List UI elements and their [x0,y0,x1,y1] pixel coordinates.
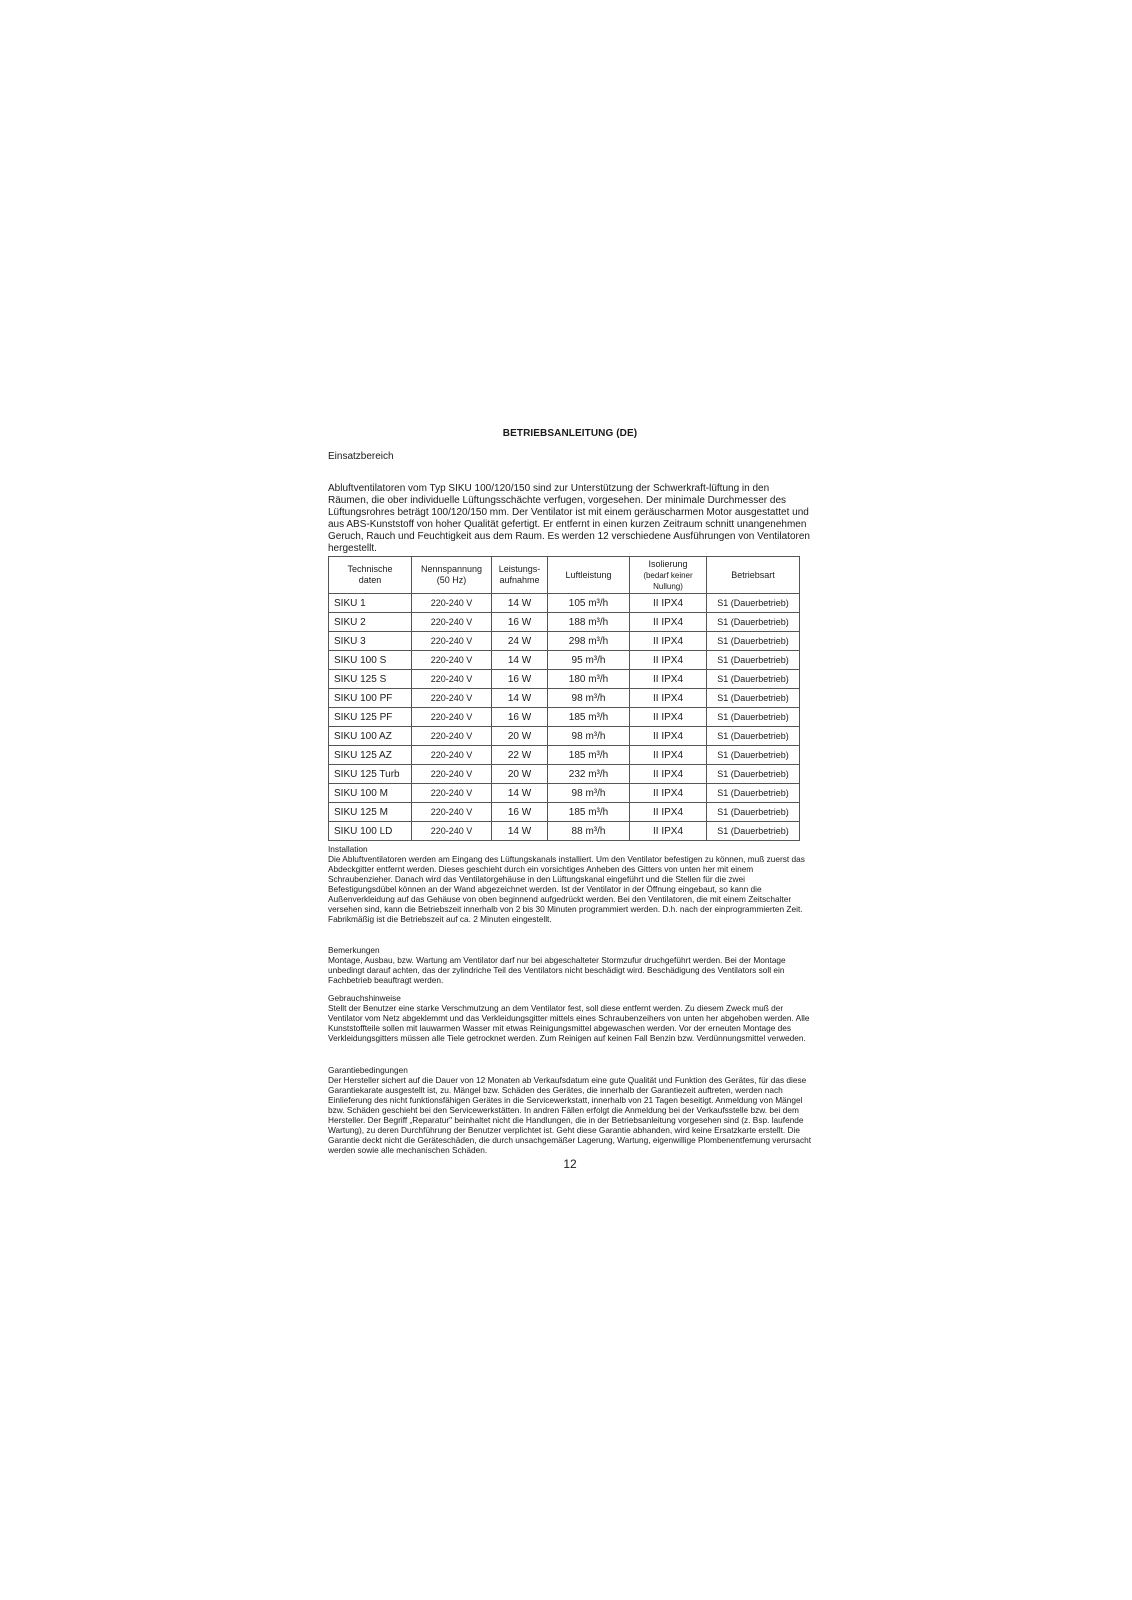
cell-mode: S1 (Dauerbetrieb) [707,803,800,822]
section-bemerkungen [328,945,812,985]
cell-airflow: 232 m³/h [548,765,630,784]
cell-mode: S1 (Dauerbetrieb) [707,689,800,708]
cell-power: 16 W [492,613,548,632]
cell-model-name: SIKU 125 AZ [329,746,412,765]
cell-airflow: 180 m³/h [548,670,630,689]
table-row [329,632,800,651]
cell-model-name: SIKU 125 M [329,803,412,822]
section-installation [328,844,812,924]
cell-power: 20 W [492,727,548,746]
cell-voltage: 220-240 V [412,708,492,727]
cell-voltage: 220-240 V [412,613,492,632]
cell-insulation: II IPX4 [630,689,707,708]
cell-voltage: 220-240 V [412,727,492,746]
cell-airflow: 105 m³/h [548,594,630,613]
intro-paragraph: Abluftventilatoren vom Typ SIKU 100/120/150 sind zur Unterstützung der Schwerkraft-lüftung in den Räumen, die ober individuelle Lüftungsschächte verfugen, vorgesehen. Der minimale Durchmesser des Lüftungsrohres beträgt 100/120/150 mm. Der Ventilator ist mit einem geräuscharmen Motor ausgestattet und aus ABS-Kunststoff von hoher Qualität gefertigt. Er entfernt in einen kurzen Zeitraum schnitt unangenehmen Geruch, Rauch und Feuchtigkeit aus dem Raum. Es werden 12 verschiedene Ausführungen von Ventilatoren hergestellt. [328,483,810,554]
cell-airflow: 185 m³/h [548,803,630,822]
cell-power: 20 W [492,765,548,784]
cell-model-name: SIKU 1 [329,594,412,613]
table-row [329,746,800,765]
table-row [329,765,800,784]
header-betriebsart: Betriebsart [707,557,800,594]
cell-power: 24 W [492,632,548,651]
cell-mode: S1 (Dauerbetrieb) [707,746,800,765]
section-heading-einsatzbereich: Einsatzbereich [328,451,394,462]
section-garantiebedingungen [328,1065,812,1155]
table-row [329,670,800,689]
cell-model-name: SIKU 100 LD [329,822,412,841]
cell-power: 14 W [492,822,548,841]
section-gebrauchshinweise [328,993,812,1043]
header-luftleistung: Luftleistung [548,557,630,594]
cell-model-name: SIKU 125 S [329,670,412,689]
cell-power: 16 W [492,708,548,727]
section-text-gebrauchshinweise: Stellt der Benutzer eine starke Verschmutzung an dem Ventilator fest, soll diese entfernt werden. Zu diesem Zweck muß der Ventilator vom Netz abgeklemmt und das Verkleidungsgitter mittels eines Schraubenzeihers von unten her abgehoben werden. Alle Kunststoffteile sollen mit lauwarmen Wasser mit etwas Reinigungsmittel abgewaschen werden. Vor der erneuten Montage des Verkleidungsgitters müssen alle Tiele getrocknet werden. Zum Reinigen auf keinen Fall Benzin bzw. Verdünnungsmittel verweden. [328,1003,810,1043]
cell-voltage: 220-240 V [412,784,492,803]
cell-power: 14 W [492,651,548,670]
cell-insulation: II IPX4 [630,822,707,841]
cell-mode: S1 (Dauerbetrieb) [707,670,800,689]
cell-mode: S1 (Dauerbetrieb) [707,765,800,784]
spec-table [328,556,800,841]
cell-model-name: SIKU 125 Turb [329,765,412,784]
spec-table-body [329,594,800,841]
table-row [329,784,800,803]
cell-voltage: 220-240 V [412,822,492,841]
section-heading-gebrauchshinweise: Gebrauchshinweise [328,993,401,1003]
table-row [329,708,800,727]
section-text-garantiebedingungen: Der Hersteller sichert auf die Dauer von 12 Monaten ab Verkaufsdatum eine gute Qualität und Funktion des Gerätes, für das diese Garantiekarate ausgestellt ist, zu. Mängel bzw. Schäden des Gerätes, die innerhalb der Garantiezeit auftreten, werden nach Einlieferung des nicht funktionsfähigen Gerätes in die Servicewerkstatt, innerhalb von 21 Tagen beseitigt. Anmeldung von Mängel bzw. Schäden geschieht bei den Servicewerkstätten. In andren Fällen erfolgt die Anmeldung bei der Verkaufsstelle bzw. bei dem Hersteller. Der Begriff „Reparatur" beinhaltet nicht die Handlungen, die in der Betriebsanleitung vorgesehen sind (z. Bsp. laufende Wartung), zu deren Durchführung der Benutzer verplichtet ist. Geht diese Garantie abhanden, wird keine Ersatzkarte erstellt. Die Garantie deckt nicht die Geräteschäden, die durch unsachgemäßer Lagerung, Wartung, eigenwillige Plombenentfemung verursacht werden sowie alle mechanischen Schäden. [328,1075,812,1155]
header-leistungsaufnahme: Leistungs- aufnahme [492,557,548,594]
cell-airflow: 98 m³/h [548,784,630,803]
cell-airflow: 188 m³/h [548,613,630,632]
cell-airflow: 185 m³/h [548,746,630,765]
cell-model-name: SIKU 2 [329,613,412,632]
cell-voltage: 220-240 V [412,632,492,651]
table-row [329,594,800,613]
cell-voltage: 220-240 V [412,803,492,822]
cell-insulation: II IPX4 [630,670,707,689]
cell-airflow: 98 m³/h [548,689,630,708]
header-nennspannung: Nennspannung (50 Hz) [412,557,492,594]
cell-insulation: II IPX4 [630,784,707,803]
page-number: 12 [563,1157,577,1171]
cell-mode: S1 (Dauerbetrieb) [707,708,800,727]
cell-voltage: 220-240 V [412,689,492,708]
header-technische-daten: Technische daten [329,557,412,594]
cell-mode: S1 (Dauerbetrieb) [707,784,800,803]
section-heading-bemerkungen: Bemerkungen [328,945,380,955]
cell-power: 16 W [492,803,548,822]
cell-mode: S1 (Dauerbetrieb) [707,632,800,651]
section-heading-installation: Installation [328,844,368,854]
cell-insulation: II IPX4 [630,765,707,784]
cell-model-name: SIKU 100 M [329,784,412,803]
cell-model-name: SIKU 100 AZ [329,727,412,746]
section-heading-garantiebedingungen: Garantiebedingungen [328,1065,408,1075]
section-text-installation: Die Abluftventilatoren werden am Eingang des Lüftungskanals installiert. Um den Ventilator befestigen zu können, muß zuerst das Abdeckgitter entfernt werden. Dieses geschieht durch ein vorsichtiges Anheben des Gitters von unten her mit einem Schraubenzieher. Danach wird das Ventilatorgehäuse in den Lüftungskanal eingeführt und die Stellen für die zwei Befestigungsdübel können an der Wand abgezeichnet werden. Ist der Ventilator in der Öffnung eingebaut, so kann die Außenverkleidung auf das Gehäuse von oben beginnend aufgedrückt werden. Bei den Ventilatoren, die mit einem Zeitschalter versehen sind, kann die Betriebszeit innerhalb von 2 bis 30 Minuten programmiert werden. D.h. nach der einprogrammierten Zeit. Fabrikmäßig ist die Betriebszeit auf ca. 2 Minuten eingestellt. [328,854,805,924]
cell-mode: S1 (Dauerbetrieb) [707,727,800,746]
cell-voltage: 220-240 V [412,670,492,689]
page-title: BETRIEBSANLEITUNG (DE) [502,428,638,439]
cell-insulation: II IPX4 [630,632,707,651]
cell-voltage: 220-240 V [412,651,492,670]
cell-model-name: SIKU 3 [329,632,412,651]
section-text-bemerkungen: Montage, Ausbau, bzw. Wartung am Ventilator darf nur bei abgeschalteter Stormzufur druchgeführt werden. Bei der Montage unbedingt darauf achten, das der zylindriche Teil des Ventilators nicht beschädigt wird. Beschädigung des Ventilators soll ein Fachbetrieb beauftragt werden. [328,955,786,985]
cell-airflow: 98 m³/h [548,727,630,746]
table-row [329,613,800,632]
cell-mode: S1 (Dauerbetrieb) [707,651,800,670]
cell-mode: S1 (Dauerbetrieb) [707,822,800,841]
cell-mode: S1 (Dauerbetrieb) [707,594,800,613]
cell-insulation: II IPX4 [630,803,707,822]
table-row [329,651,800,670]
cell-voltage: 220-240 V [412,746,492,765]
cell-model-name: SIKU 125 PF [329,708,412,727]
cell-voltage: 220-240 V [412,765,492,784]
cell-power: 22 W [492,746,548,765]
table-row [329,822,800,841]
table-header-row [329,557,800,594]
table-row [329,689,800,708]
cell-power: 14 W [492,594,548,613]
cell-insulation: II IPX4 [630,613,707,632]
header-isolierung: Isolierung (bedarf keiner Nullung) [630,557,707,594]
table-row [329,803,800,822]
cell-insulation: II IPX4 [630,708,707,727]
cell-mode: S1 (Dauerbetrieb) [707,613,800,632]
table-row [329,727,800,746]
cell-insulation: II IPX4 [630,727,707,746]
cell-insulation: II IPX4 [630,746,707,765]
cell-airflow: 95 m³/h [548,651,630,670]
cell-airflow: 185 m³/h [548,708,630,727]
cell-power: 16 W [492,670,548,689]
cell-voltage: 220-240 V [412,594,492,613]
cell-power: 14 W [492,784,548,803]
cell-airflow: 88 m³/h [548,822,630,841]
cell-airflow: 298 m³/h [548,632,630,651]
cell-model-name: SIKU 100 S [329,651,412,670]
cell-insulation: II IPX4 [630,594,707,613]
cell-insulation: II IPX4 [630,651,707,670]
cell-model-name: SIKU 100 PF [329,689,412,708]
cell-power: 14 W [492,689,548,708]
